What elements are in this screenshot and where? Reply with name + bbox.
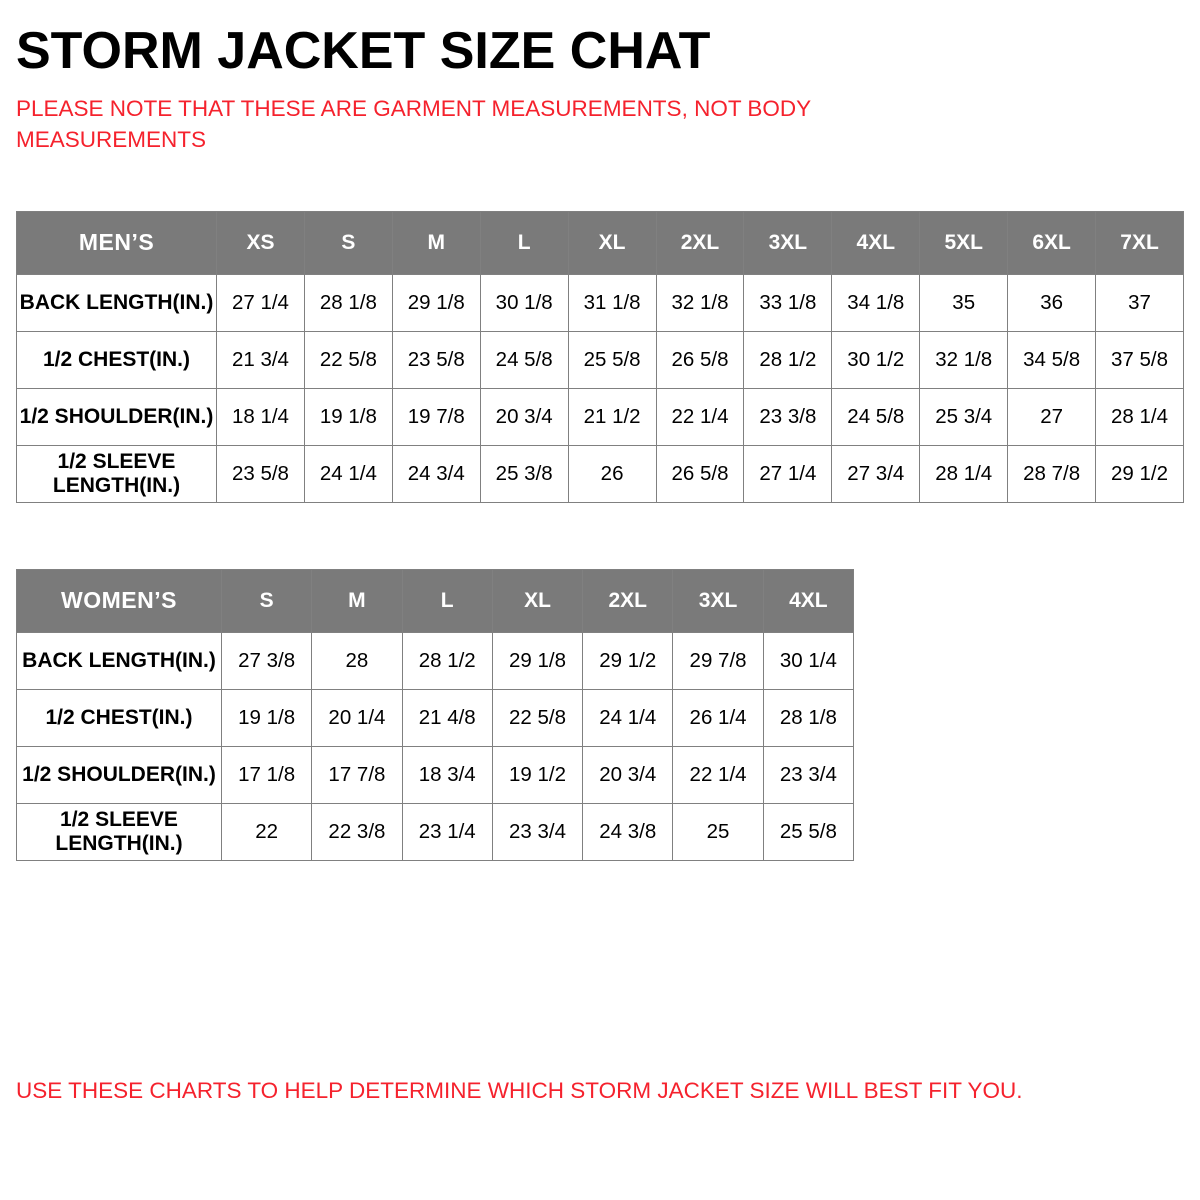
table-cell: 24 5/8 bbox=[480, 331, 568, 388]
table-cell: 26 5/8 bbox=[656, 445, 744, 502]
table-row bbox=[17, 632, 854, 689]
table-cell: 37 bbox=[1096, 274, 1184, 331]
womens-row-label: 1/2 SHOULDER(IN.) bbox=[17, 746, 222, 803]
womens-size-header: L bbox=[402, 569, 492, 632]
table-cell: 24 1/4 bbox=[304, 445, 392, 502]
table-cell: 22 5/8 bbox=[304, 331, 392, 388]
womens-row-label: 1/2 SLEEVE LENGTH(IN.) bbox=[17, 803, 222, 860]
table-cell: 28 1/8 bbox=[304, 274, 392, 331]
table-cell: 22 bbox=[222, 803, 312, 860]
table-cell: 21 1/2 bbox=[568, 388, 656, 445]
table-cell: 28 bbox=[312, 632, 402, 689]
table-cell: 25 5/8 bbox=[568, 331, 656, 388]
mens-row-label: 1/2 SHOULDER(IN.) bbox=[17, 388, 217, 445]
table-cell: 28 1/8 bbox=[763, 689, 853, 746]
womens-size-header: 2XL bbox=[583, 569, 673, 632]
table-row bbox=[17, 331, 1184, 388]
table-cell: 30 1/2 bbox=[832, 331, 920, 388]
mens-size-table-wrap bbox=[16, 211, 1184, 503]
table-cell: 20 3/4 bbox=[583, 746, 673, 803]
table-cell: 26 bbox=[568, 445, 656, 502]
mens-size-header: M bbox=[392, 211, 480, 274]
table-cell: 29 1/8 bbox=[492, 632, 582, 689]
table-cell: 28 1/4 bbox=[1096, 388, 1184, 445]
table-cell: 24 5/8 bbox=[832, 388, 920, 445]
mens-table-body bbox=[17, 274, 1184, 502]
table-cell: 31 1/8 bbox=[568, 274, 656, 331]
womens-size-table bbox=[16, 569, 854, 861]
table-cell: 19 1/8 bbox=[222, 689, 312, 746]
table-cell: 27 3/4 bbox=[832, 445, 920, 502]
table-cell: 28 1/2 bbox=[402, 632, 492, 689]
mens-row-label: 1/2 SLEEVE LENGTH(IN.) bbox=[17, 445, 217, 502]
womens-size-header: 3XL bbox=[673, 569, 763, 632]
measurement-note: PLEASE NOTE THAT THESE ARE GARMENT MEASUREMENTS, NOT BODY MEASUREMENTS bbox=[16, 96, 811, 152]
table-cell: 23 3/4 bbox=[492, 803, 582, 860]
table-cell: 23 3/8 bbox=[744, 388, 832, 445]
table-cell: 27 3/8 bbox=[222, 632, 312, 689]
table-cell: 21 3/4 bbox=[217, 331, 305, 388]
table-cell: 37 5/8 bbox=[1096, 331, 1184, 388]
mens-size-header: L bbox=[480, 211, 568, 274]
table-header-row bbox=[17, 569, 854, 632]
table-cell: 20 1/4 bbox=[312, 689, 402, 746]
table-row bbox=[17, 274, 1184, 331]
mens-table-head bbox=[17, 211, 1184, 274]
womens-size-header: 4XL bbox=[763, 569, 853, 632]
table-cell: 21 4/8 bbox=[402, 689, 492, 746]
table-cell: 26 1/4 bbox=[673, 689, 763, 746]
table-cell: 19 1/8 bbox=[304, 388, 392, 445]
table-cell: 17 1/8 bbox=[222, 746, 312, 803]
table-cell: 22 1/4 bbox=[673, 746, 763, 803]
table-cell: 26 5/8 bbox=[656, 331, 744, 388]
page-title: STORM JACKET SIZE CHAT bbox=[16, 22, 711, 80]
womens-corner-label: WOMEN’S bbox=[17, 569, 222, 632]
table-cell: 32 1/8 bbox=[920, 331, 1008, 388]
table-cell: 25 3/8 bbox=[480, 445, 568, 502]
mens-size-header: 5XL bbox=[920, 211, 1008, 274]
table-cell: 27 1/4 bbox=[744, 445, 832, 502]
table-cell: 19 7/8 bbox=[392, 388, 480, 445]
womens-size-header: M bbox=[312, 569, 402, 632]
womens-row-label: 1/2 CHEST(IN.) bbox=[17, 689, 222, 746]
mens-size-header: 4XL bbox=[832, 211, 920, 274]
mens-corner-label: MEN’S bbox=[17, 211, 217, 274]
womens-size-table-wrap bbox=[16, 569, 1184, 861]
mens-size-table bbox=[16, 211, 1184, 503]
table-row bbox=[17, 803, 854, 860]
table-cell: 25 bbox=[673, 803, 763, 860]
table-cell: 29 1/8 bbox=[392, 274, 480, 331]
table-cell: 25 3/4 bbox=[920, 388, 1008, 445]
table-cell: 34 5/8 bbox=[1008, 331, 1096, 388]
mens-size-header: 6XL bbox=[1008, 211, 1096, 274]
table-cell: 25 5/8 bbox=[763, 803, 853, 860]
table-cell: 28 1/2 bbox=[744, 331, 832, 388]
table-cell: 32 1/8 bbox=[656, 274, 744, 331]
table-cell: 28 7/8 bbox=[1008, 445, 1096, 502]
table-cell: 29 7/8 bbox=[673, 632, 763, 689]
table-row bbox=[17, 689, 854, 746]
womens-size-header: XL bbox=[492, 569, 582, 632]
table-cell: 24 3/4 bbox=[392, 445, 480, 502]
table-row bbox=[17, 388, 1184, 445]
mens-row-label: BACK LENGTH(IN.) bbox=[17, 274, 217, 331]
table-cell: 34 1/8 bbox=[832, 274, 920, 331]
table-cell: 23 5/8 bbox=[217, 445, 305, 502]
mens-size-header: 3XL bbox=[744, 211, 832, 274]
table-cell: 28 1/4 bbox=[920, 445, 1008, 502]
table-cell: 36 bbox=[1008, 274, 1096, 331]
table-cell: 27 bbox=[1008, 388, 1096, 445]
womens-row-label: BACK LENGTH(IN.) bbox=[17, 632, 222, 689]
mens-size-header: 7XL bbox=[1096, 211, 1184, 274]
table-cell: 30 1/4 bbox=[763, 632, 853, 689]
table-row bbox=[17, 445, 1184, 502]
mens-size-header: XL bbox=[568, 211, 656, 274]
womens-table-body bbox=[17, 632, 854, 860]
footer-note: USE THESE CHARTS TO HELP DETERMINE WHICH STORM JACKET SIZE WILL BEST FIT YOU. bbox=[16, 1078, 1023, 1103]
table-cell: 27 1/4 bbox=[217, 274, 305, 331]
table-cell: 20 3/4 bbox=[480, 388, 568, 445]
table-cell: 23 1/4 bbox=[402, 803, 492, 860]
mens-size-header: S bbox=[304, 211, 392, 274]
table-cell: 29 1/2 bbox=[583, 632, 673, 689]
mens-row-label: 1/2 CHEST(IN.) bbox=[17, 331, 217, 388]
mens-size-header: 2XL bbox=[656, 211, 744, 274]
table-cell: 17 7/8 bbox=[312, 746, 402, 803]
womens-table-head bbox=[17, 569, 854, 632]
table-cell: 19 1/2 bbox=[492, 746, 582, 803]
table-cell: 24 3/8 bbox=[583, 803, 673, 860]
table-cell: 18 3/4 bbox=[402, 746, 492, 803]
table-cell: 22 3/8 bbox=[312, 803, 402, 860]
table-row bbox=[17, 746, 854, 803]
table-cell: 24 1/4 bbox=[583, 689, 673, 746]
table-cell: 30 1/8 bbox=[480, 274, 568, 331]
table-header-row bbox=[17, 211, 1184, 274]
table-cell: 23 5/8 bbox=[392, 331, 480, 388]
mens-size-header: XS bbox=[217, 211, 305, 274]
womens-size-header: S bbox=[222, 569, 312, 632]
table-cell: 18 1/4 bbox=[217, 388, 305, 445]
table-cell: 23 3/4 bbox=[763, 746, 853, 803]
table-cell: 22 1/4 bbox=[656, 388, 744, 445]
table-cell: 33 1/8 bbox=[744, 274, 832, 331]
table-cell: 29 1/2 bbox=[1096, 445, 1184, 502]
table-cell: 22 5/8 bbox=[492, 689, 582, 746]
table-cell: 35 bbox=[920, 274, 1008, 331]
